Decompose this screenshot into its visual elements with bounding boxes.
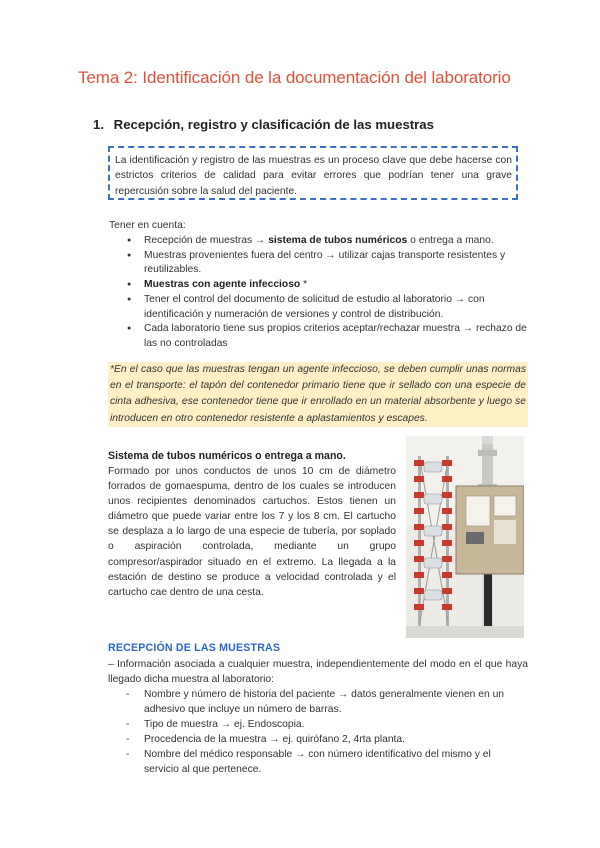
infectious-note: *En el caso que las muestras tengan un agente infeccioso, se deben cumplir unas normas en el transporte: el tapón del contenedor primario tiene que ir sellado con una especie de cinta adhesiva, ese contenedor tiene que ir enrollado en un material absorbente y luego se introducen en otro contenedor resistente a aplastamientos y escapes. [108, 362, 528, 427]
list-item: - Nombre y número de historia del paciente → datos generalmente vienen en un adhesivo que incluye un número de barras. [126, 688, 528, 718]
page-title: Tema 2: Identificación de la documentación del laboratorio [78, 68, 511, 87]
reception-heading: RECEPCIÓN DE LAS MUESTRAS [108, 642, 281, 654]
list-item: ● Cada laboratorio tiene sus propios criterios aceptar/rechazar muestra → rechazo de las no controladas [127, 322, 527, 351]
list-item: ● Tener el control del documento de solicitud de estudio al laboratorio → con identificación y numeración de versiones y control de distribución. [127, 293, 527, 322]
list-item: ● Recepción de muestras → sistema de tubos numéricos o entrega a mano. [127, 234, 527, 249]
reception-list [126, 688, 528, 777]
highlight-callout: La identificación y registro de las muestras es un proceso clave que debe hacerse con estrictos criterios de calidad para evitar errores que podrían tener una grave repercusión sobre la salud del paciente. [108, 146, 518, 200]
list-item: - Procedencia de la muestra → ej. quirófano 2, 4rta planta. [126, 733, 528, 748]
list-item: - Tipo de muestra → ej. Endoscopia. [126, 718, 528, 733]
section-label: Recepción, registro y clasificación de las muestras [113, 117, 434, 132]
section-heading [93, 117, 434, 132]
bullet-list [127, 234, 527, 352]
tube-system-paragraph: Formado por unos conductos de unos 10 cm de diámetro forrados de gomaespuma, dentro de los cuales se introducen unos recipientes denominados cartuchos. Estos tienen un diámetro que puede variar entre los 7 y los 8 cm. El cartucho se desplaza a lo largo de una especie de tubería, por soplado o aspiración controlada, mediante un grupo compresor/aspirador situado en el extremo. La llegada a la estación de destino se produce a velocidad controlada y el cartucho cae dentro de una cesta. [108, 466, 396, 598]
list-item: ● Muestras provenientes fuera del centro → utilizar cajas transporte resistentes y reutilizables. [127, 249, 527, 278]
reception-intro: – Información asociada a cualquier muestra, independientemente del modo en el que haya llegado dicha muestra al laboratorio: [108, 659, 528, 685]
pneumatic-tube-photo [406, 436, 524, 638]
bullets-intro: Tener en cuenta: [109, 220, 186, 231]
list-item: - Nombre del médico responsable → con número identificativo del mismo y el servicio al que pertenece. [126, 748, 528, 778]
section-number: 1. [93, 117, 104, 132]
list-item: ● Muestras con agente infeccioso * [127, 278, 527, 293]
subsection-heading: Sistema de tubos numéricos o entrega a mano. [108, 450, 346, 462]
